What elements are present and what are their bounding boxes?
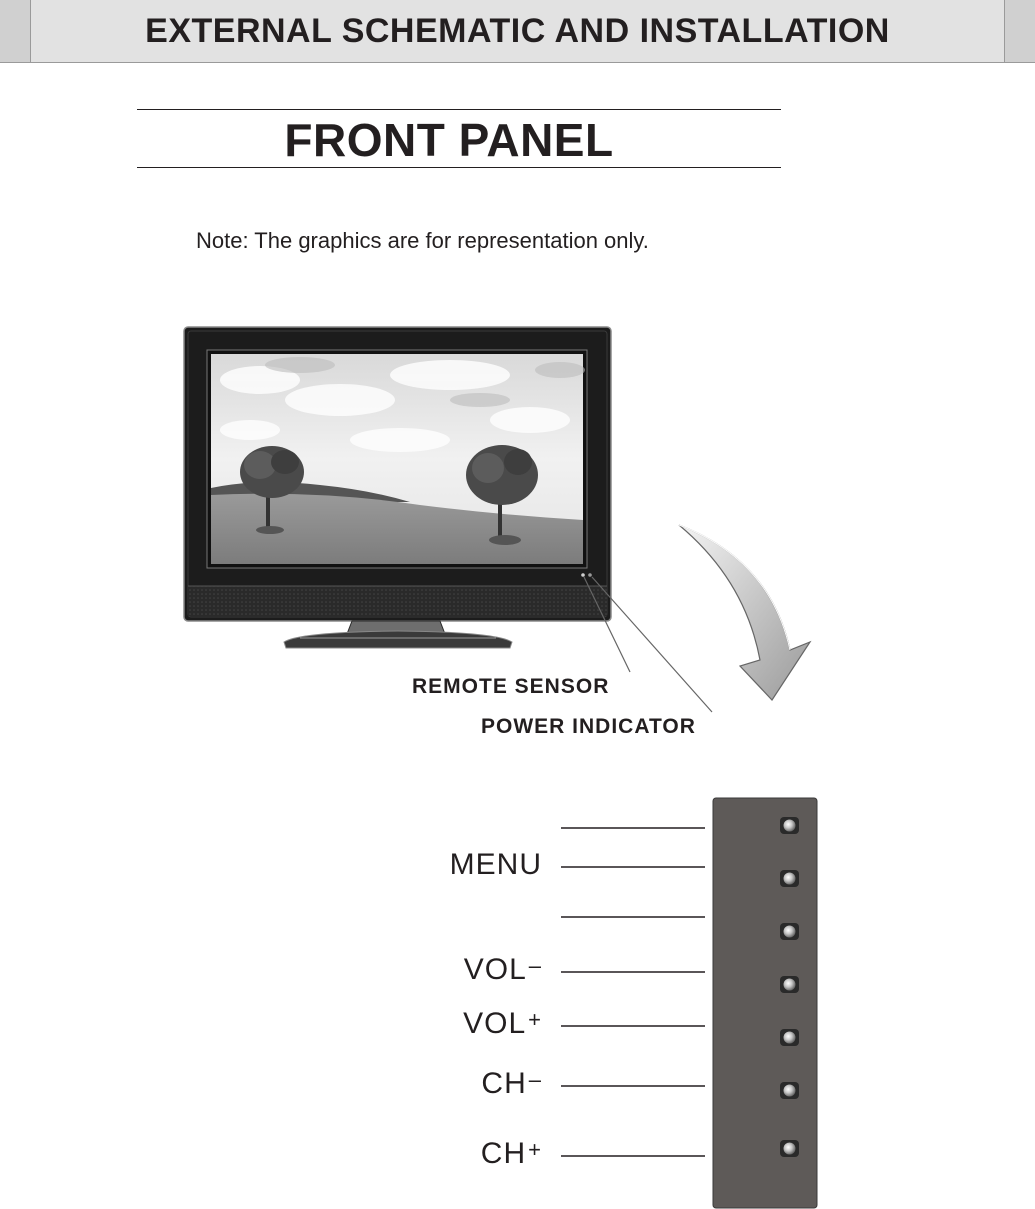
header-title: EXTERNAL SCHEMATIC AND INSTALLATION xyxy=(145,12,890,50)
section-title: FRONT PANEL xyxy=(284,114,614,166)
button-label-name: VOL xyxy=(463,953,527,986)
button-label xyxy=(481,1067,542,1101)
note-text: Note: The graphics are for representation only. xyxy=(196,228,649,253)
panel-button[interactable] xyxy=(780,870,799,887)
button-label xyxy=(481,1137,542,1171)
panel-button[interactable] xyxy=(780,817,799,834)
panel-button[interactable] xyxy=(780,1029,799,1046)
panel-button[interactable] xyxy=(780,976,799,993)
remote-sensor-label: REMOTE SENSOR xyxy=(412,675,610,698)
button-label-suffix: – xyxy=(528,953,542,978)
button-label-name: VOL xyxy=(463,1007,527,1040)
panel-button[interactable] xyxy=(780,1140,799,1157)
button-label xyxy=(464,953,542,987)
button-label-suffix: + xyxy=(528,1137,542,1162)
button-label xyxy=(450,848,542,882)
button-label-name: MENU xyxy=(449,848,542,881)
panel-button[interactable] xyxy=(780,1082,799,1099)
power-indicator-label: POWER INDICATOR xyxy=(481,715,696,738)
button-label xyxy=(463,1007,542,1041)
button-label-suffix: + xyxy=(528,1007,542,1032)
button-label-name: CH xyxy=(481,1067,527,1100)
panel-button[interactable] xyxy=(780,923,799,940)
button-label-name: CH xyxy=(480,1137,527,1170)
button-label-suffix: – xyxy=(528,1067,542,1092)
